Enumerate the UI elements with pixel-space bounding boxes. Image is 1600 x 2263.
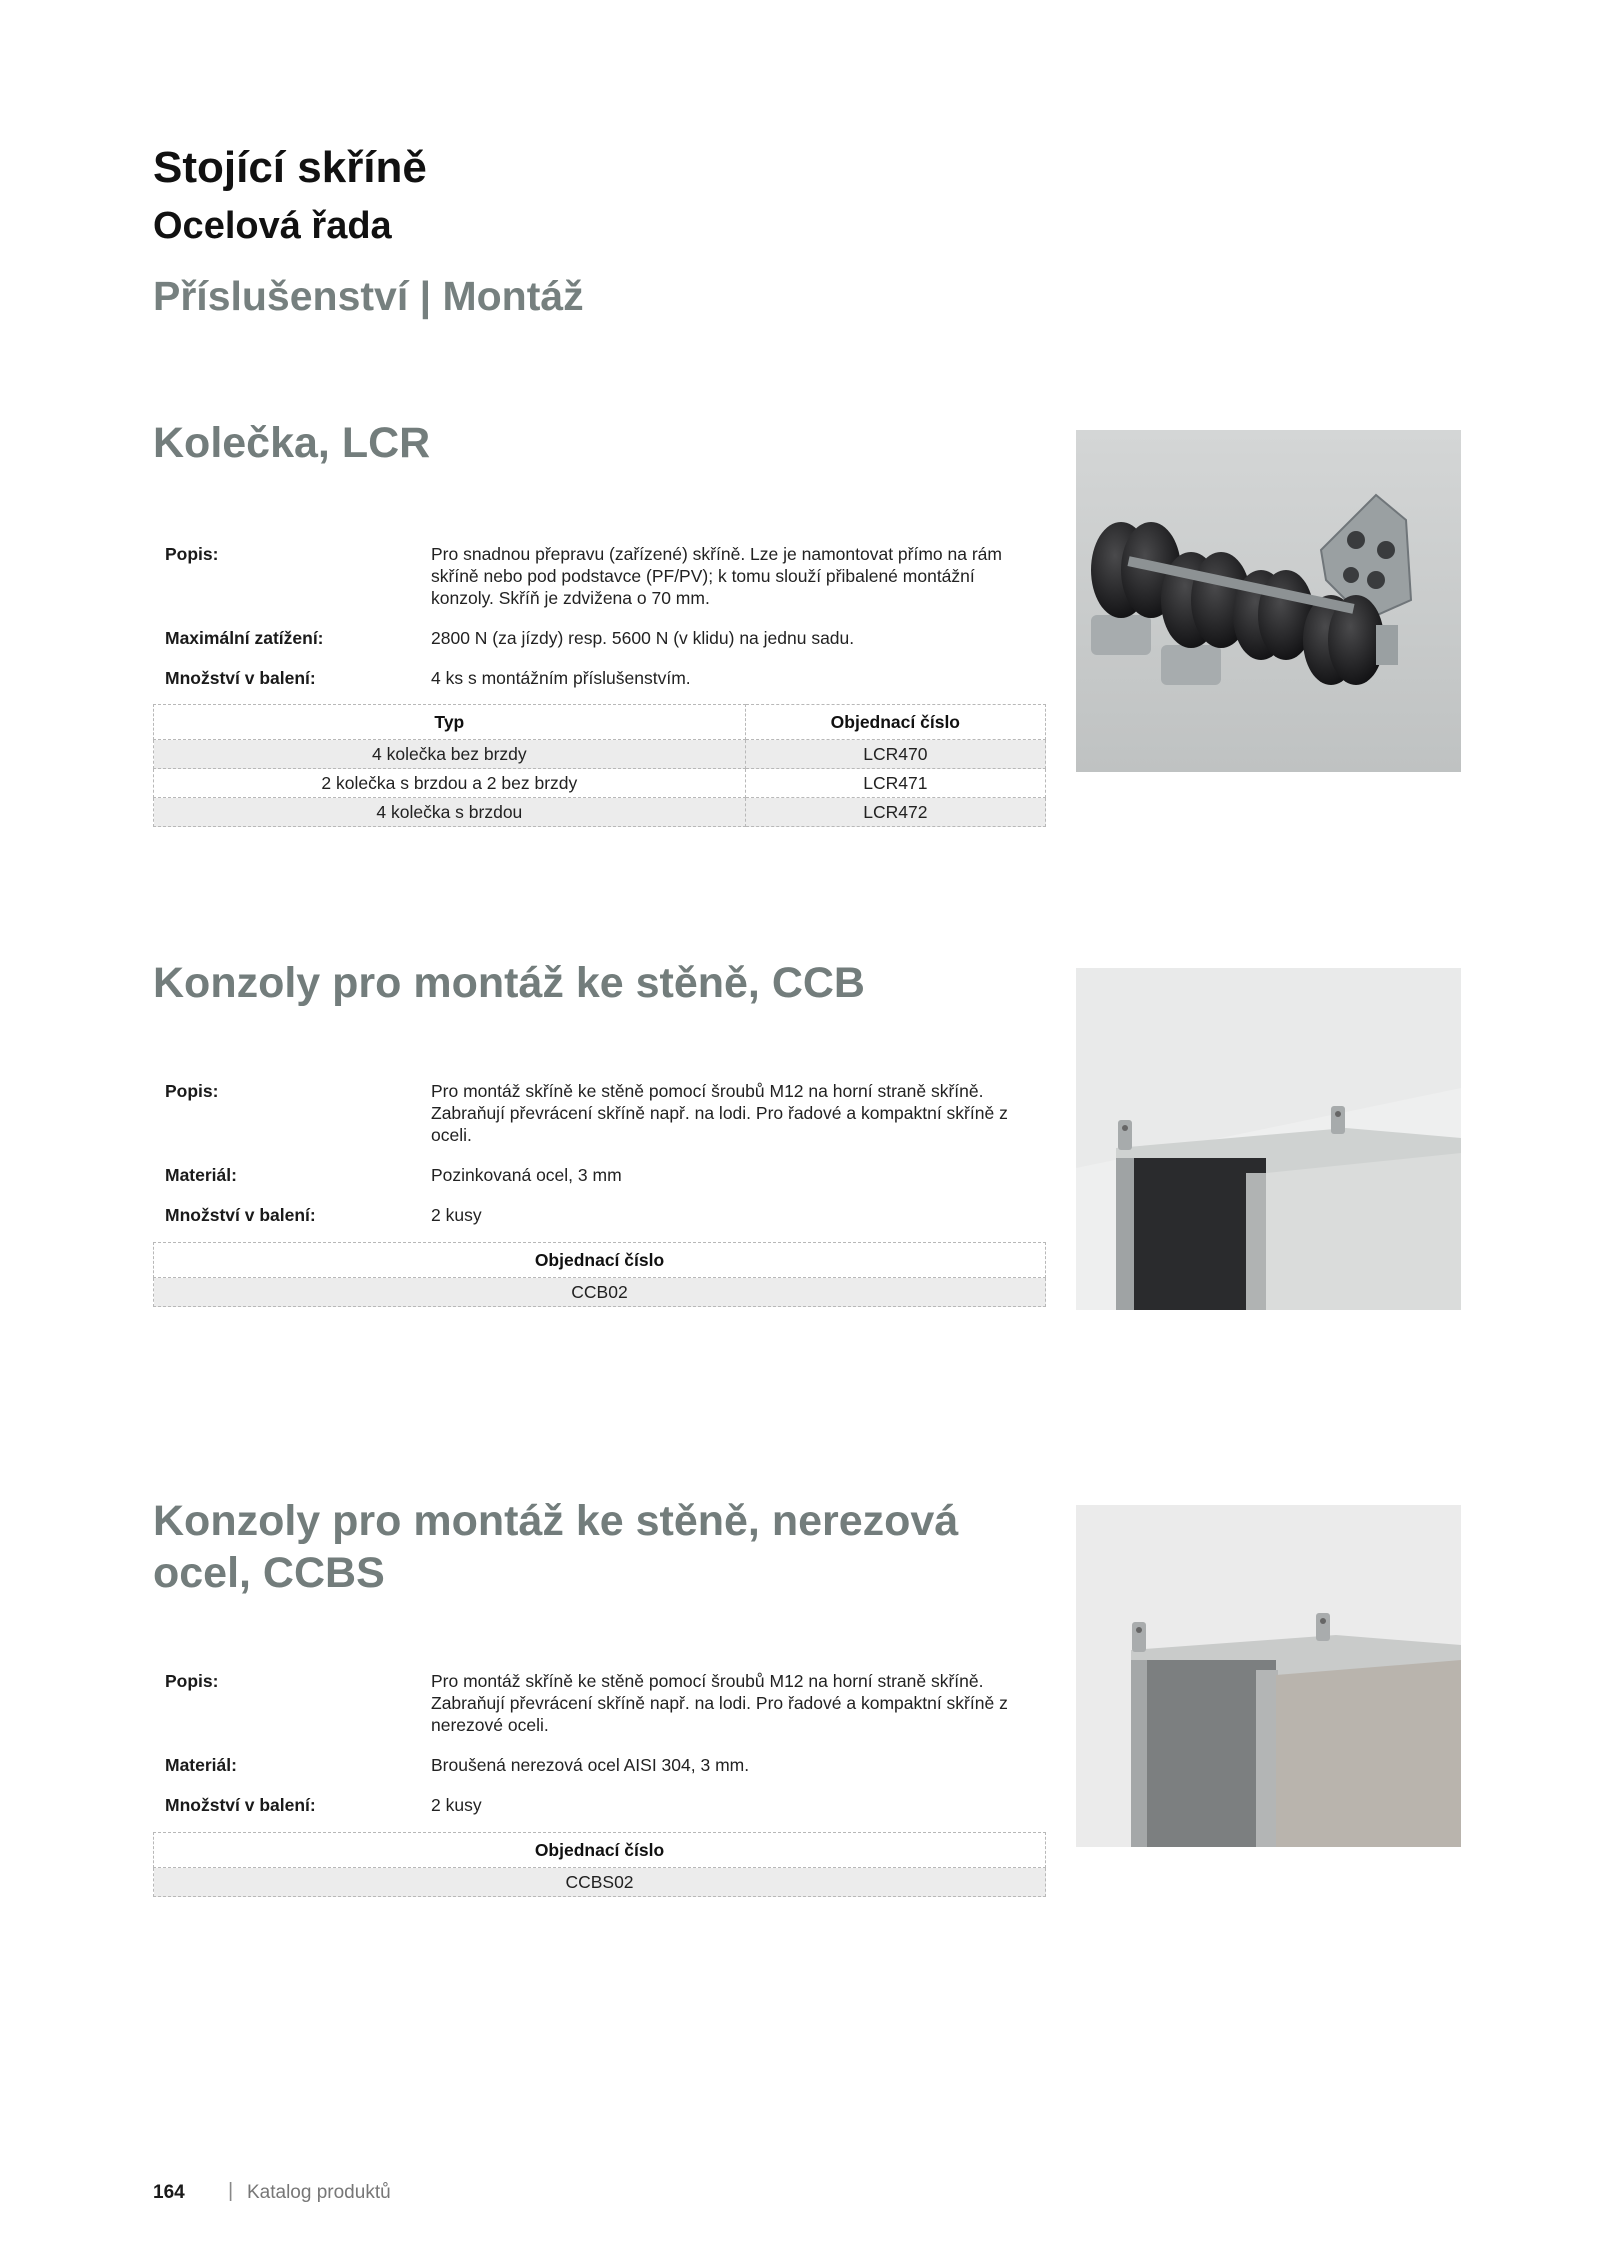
table-cell: LCR472 — [745, 798, 1045, 827]
section-title-lcr: Kolečka, LCR — [153, 419, 431, 467]
spec-value: Pro snadnou přepravu (zařízené) skříně. Lze je namontovat přímo na rám skříně nebo pod podstavce (PF/PV); k tomu slouží přibalené montážní konzoly. Skříň je zdvižena o 70 mm. — [431, 544, 1002, 608]
spec-value: 2800 N (za jízdy) resp. 5600 N (v klidu) na jednu sadu. — [431, 628, 855, 648]
spec-row — [153, 1754, 1043, 1776]
order-table-lcr — [153, 704, 1046, 827]
section-title-ccbs: Konzoly pro montáž ke stěně, nerezová ocel, CCBS — [153, 1497, 959, 1597]
spec-row — [153, 1670, 1043, 1736]
category-heading: Příslušenství | Montáž — [153, 273, 584, 319]
spec-value: Pro montáž skříně ke stěně pomocí šroubů M12 na horní straně skříně. Zabraňují převrácení skříně např. na lodi. Pro řadové a kompaktní skříně z oceli. — [431, 1081, 1008, 1145]
table-row — [154, 798, 1046, 827]
spec-label: Materiál: — [165, 1755, 237, 1775]
page-subtitle: Ocelová řada — [153, 205, 392, 247]
spec-row — [153, 1080, 1043, 1146]
spec-row — [153, 627, 1043, 649]
footer-separator: | — [228, 2180, 234, 2202]
table-header: Objednací číslo — [154, 1833, 1046, 1868]
spec-row — [153, 667, 1043, 689]
spec-value: Pro montáž skříně ke stěně pomocí šroubů M12 na horní straně skříně. Zabraňují převrácení skříně např. na lodi. Pro řadové a kompaktní skříně z nerezové oceli. — [431, 1671, 1008, 1735]
table-cell: 2 kolečka s brzdou a 2 bez brzdy — [154, 769, 746, 798]
spec-label: Maximální zatížení: — [165, 628, 324, 648]
order-table-ccbs — [153, 1832, 1046, 1897]
spec-row — [153, 1794, 1043, 1816]
table-cell: CCB02 — [154, 1278, 1046, 1307]
table-cell: LCR471 — [745, 769, 1045, 798]
casters-photo — [1076, 430, 1461, 772]
spec-value: 2 kusy — [431, 1205, 482, 1225]
table-row — [154, 1868, 1046, 1897]
table-row — [154, 1278, 1046, 1307]
table-header: Typ — [154, 705, 746, 740]
section-title-ccb: Konzoly pro montáž ke stěně, CCB — [153, 959, 865, 1007]
order-table-ccb — [153, 1242, 1046, 1307]
table-header: Objednací číslo — [745, 705, 1045, 740]
table-cell: CCBS02 — [154, 1868, 1046, 1897]
page-number: 164 — [153, 2182, 185, 2203]
table-row — [154, 740, 1046, 769]
spec-list-lcr — [153, 543, 1043, 707]
spec-value: Broušená nerezová ocel AISI 304, 3 mm. — [431, 1755, 750, 1775]
spec-row — [153, 543, 1043, 609]
spec-row — [153, 1164, 1043, 1186]
spec-value: Pozinkovaná ocel, 3 mm — [431, 1165, 622, 1185]
table-cell: 4 kolečka bez brzdy — [154, 740, 746, 769]
spec-label: Popis: — [165, 544, 219, 564]
spec-label: Materiál: — [165, 1165, 237, 1185]
spec-row — [153, 1204, 1043, 1226]
catalog-label: Katalog produktů — [247, 2182, 391, 2203]
page-title: Stojící skříně — [153, 143, 427, 192]
spec-value: 2 kusy — [431, 1795, 482, 1815]
ccb-photo — [1076, 968, 1461, 1310]
spec-label: Množství v balení: — [165, 1205, 316, 1225]
spec-label: Popis: — [165, 1081, 219, 1101]
table-header: Objednací číslo — [154, 1243, 1046, 1278]
table-cell: LCR470 — [745, 740, 1045, 769]
spec-list-ccb — [153, 1080, 1043, 1244]
table-row — [154, 769, 1046, 798]
table-cell: 4 kolečka s brzdou — [154, 798, 746, 827]
spec-label: Popis: — [165, 1671, 219, 1691]
ccbs-photo — [1076, 1505, 1461, 1847]
spec-value: 4 ks s montážním příslušenstvím. — [431, 668, 691, 688]
spec-label: Množství v balení: — [165, 668, 316, 688]
spec-label: Množství v balení: — [165, 1795, 316, 1815]
spec-list-ccbs — [153, 1670, 1043, 1834]
